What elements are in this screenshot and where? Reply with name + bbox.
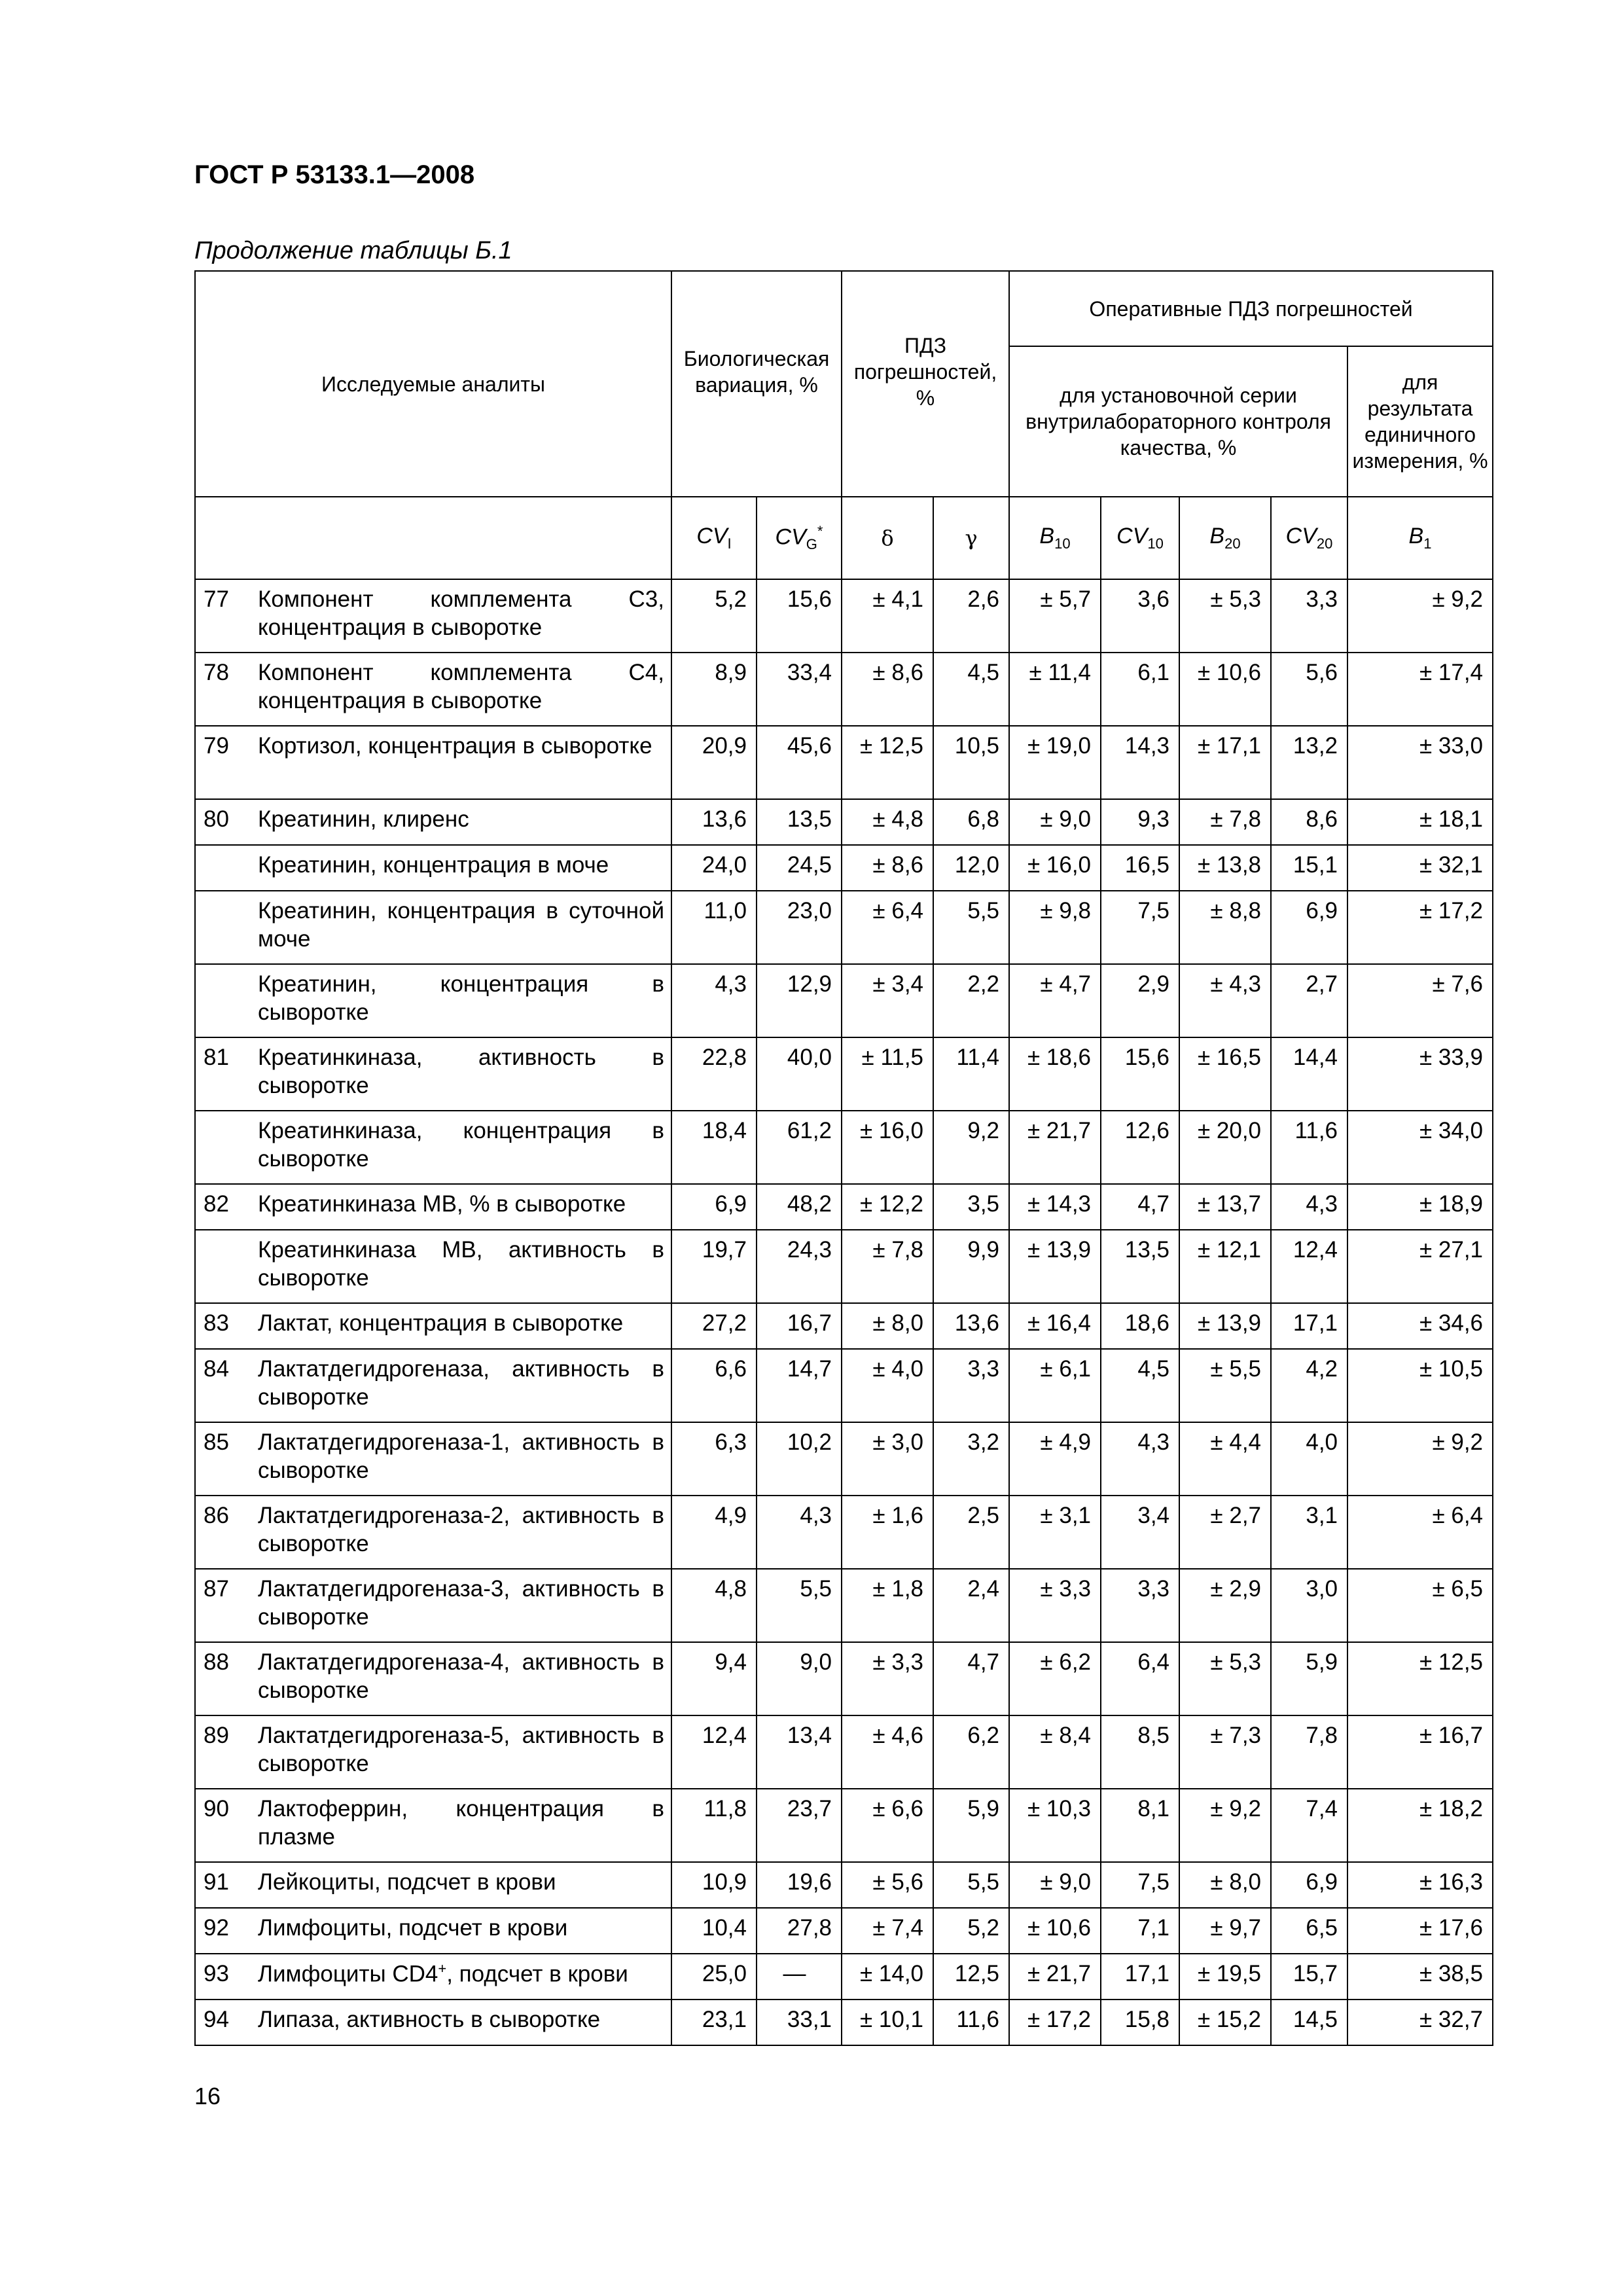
value-cell: 16,5 <box>1101 845 1179 891</box>
symbol-cv10: $CV_{10}$ <box>1101 497 1179 579</box>
value-cell: 4,7 <box>933 1642 1009 1715</box>
value-cell: ± 16,4 <box>1009 1303 1101 1349</box>
value-cell: 3,0 <box>1271 1569 1347 1642</box>
value-cell: 11,6 <box>933 2000 1009 2045</box>
table-row <box>195 845 1493 891</box>
value-cell: ± 13,9 <box>1009 1230 1101 1303</box>
value-cell: 2,2 <box>933 964 1009 1037</box>
value-cell: ± 12,1 <box>1179 1230 1271 1303</box>
value-cell: 2,9 <box>1101 964 1179 1037</box>
table-row <box>195 1569 1493 1642</box>
value-cell: 5,9 <box>933 1789 1009 1862</box>
value-cell: ± 19,5 <box>1179 1954 1271 2000</box>
value-cell: ± 3,0 <box>842 1422 933 1496</box>
analyte-name: Креатинкиназа МВ, активность в сыворотке <box>254 1230 671 1303</box>
value-cell: 4,2 <box>1271 1349 1347 1422</box>
row-number <box>195 891 254 964</box>
value-cell: 3,4 <box>1101 1496 1179 1569</box>
value-cell: 22,8 <box>671 1037 757 1111</box>
value-cell: ± 4,0 <box>842 1349 933 1422</box>
table-row <box>195 1037 1493 1111</box>
row-number: 78 <box>195 653 254 726</box>
analyte-name: Лактатдегидрогеназа-2, активность в сыворотке <box>254 1496 671 1569</box>
value-cell: ± 3,3 <box>1009 1569 1101 1642</box>
value-cell: 2,6 <box>933 579 1009 653</box>
value-cell: 10,9 <box>671 1862 757 1908</box>
header-pdz: ПДЗ погрешностей, % <box>842 271 1009 497</box>
value-cell: 4,3 <box>1271 1184 1347 1230</box>
table-row <box>195 1908 1493 1954</box>
value-cell: 5,9 <box>1271 1642 1347 1715</box>
value-cell: 9,4 <box>671 1642 757 1715</box>
value-cell: ± 6,1 <box>1009 1349 1101 1422</box>
header-analytes: Исследуемые аналиты <box>195 271 671 497</box>
symbol-gamma: γ <box>933 497 1009 579</box>
value-cell: 45,6 <box>757 726 842 799</box>
row-number: 81 <box>195 1037 254 1111</box>
document-header: ГОСТ Р 53133.1—2008 <box>194 160 475 189</box>
row-number: 79 <box>195 726 254 799</box>
row-number: 90 <box>195 1789 254 1862</box>
value-cell: 6,2 <box>933 1715 1009 1789</box>
value-cell: 25,0 <box>671 1954 757 2000</box>
analyte-name: Креатинин, концентрация в суточной моче <box>254 891 671 964</box>
value-cell: 4,9 <box>671 1496 757 1569</box>
analyte-name: Креатинин, концентрация в моче <box>254 845 671 891</box>
value-cell: 24,5 <box>757 845 842 891</box>
value-cell: 6,9 <box>671 1184 757 1230</box>
value-cell: ± 16,7 <box>1347 1715 1493 1789</box>
value-cell: 11,6 <box>1271 1111 1347 1184</box>
value-cell: 15,6 <box>757 579 842 653</box>
value-cell: 17,1 <box>1271 1303 1347 1349</box>
value-cell: ± 9,0 <box>1009 1862 1101 1908</box>
value-cell: 9,2 <box>933 1111 1009 1184</box>
value-cell: 6,8 <box>933 799 1009 845</box>
value-cell: 4,3 <box>757 1496 842 1569</box>
value-cell: 7,1 <box>1101 1908 1179 1954</box>
value-cell: 14,5 <box>1271 2000 1347 2045</box>
value-cell: ± 8,8 <box>1179 891 1271 964</box>
value-cell: 5,5 <box>933 891 1009 964</box>
value-cell: ± 16,0 <box>842 1111 933 1184</box>
value-cell: ± 5,3 <box>1179 1642 1271 1715</box>
table-row <box>195 1954 1493 2000</box>
symbol-cv20: $CV_{20}$ <box>1271 497 1347 579</box>
analyte-name: Лактатдегидрогеназа-4, активность в сыворотке <box>254 1642 671 1715</box>
value-cell: 4,3 <box>1101 1422 1179 1496</box>
value-cell: 9,3 <box>1101 799 1179 845</box>
analyte-name: Кортизол, концентрация в сыворотке <box>254 726 671 799</box>
value-cell: ± 9,2 <box>1347 1422 1493 1496</box>
analyte-name: Лактоферрин, концентрация в плазме <box>254 1789 671 1862</box>
value-cell: ± 14,0 <box>842 1954 933 2000</box>
value-cell: 8,6 <box>1271 799 1347 845</box>
value-cell: 3,3 <box>1101 1569 1179 1642</box>
table-row <box>195 1789 1493 1862</box>
value-cell: ± 17,6 <box>1347 1908 1493 1954</box>
analyte-name: Креатинин, клиренс <box>254 799 671 845</box>
table-row <box>195 1111 1493 1184</box>
value-cell: 15,6 <box>1101 1037 1179 1111</box>
value-cell: 24,0 <box>671 845 757 891</box>
symbol-b20: $B_{20}$ <box>1179 497 1271 579</box>
value-cell: ± 2,7 <box>1179 1496 1271 1569</box>
value-cell: ± 8,6 <box>842 845 933 891</box>
table-row <box>195 1496 1493 1569</box>
table-row <box>195 1230 1493 1303</box>
value-cell: 27,8 <box>757 1908 842 1954</box>
value-cell: ± 11,4 <box>1009 653 1101 726</box>
analyte-name: Лактатдегидрогеназа-3, активность в сыворотке <box>254 1569 671 1642</box>
value-cell: 13,2 <box>1271 726 1347 799</box>
value-cell: ± 8,0 <box>1179 1862 1271 1908</box>
value-cell: 33,1 <box>757 2000 842 2045</box>
value-cell: ± 33,0 <box>1347 726 1493 799</box>
value-cell: ± 33,9 <box>1347 1037 1493 1111</box>
analyte-name: Креатинкиназа, активность в сыворотке <box>254 1037 671 1111</box>
value-cell: ± 20,0 <box>1179 1111 1271 1184</box>
value-cell: 15,1 <box>1271 845 1347 891</box>
value-cell: 3,1 <box>1271 1496 1347 1569</box>
value-cell: ± 32,7 <box>1347 2000 1493 2045</box>
row-number <box>195 1111 254 1184</box>
row-number: 84 <box>195 1349 254 1422</box>
symbol-cvi: $CV_I$ <box>671 497 757 579</box>
value-cell: ± 34,6 <box>1347 1303 1493 1349</box>
value-cell: ± 16,5 <box>1179 1037 1271 1111</box>
value-cell: 9,9 <box>933 1230 1009 1303</box>
value-cell: 8,9 <box>671 653 757 726</box>
value-cell: 61,2 <box>757 1111 842 1184</box>
table-row <box>195 1422 1493 1496</box>
value-cell: 3,5 <box>933 1184 1009 1230</box>
table-row <box>195 1642 1493 1715</box>
value-cell: ± 5,5 <box>1179 1349 1271 1422</box>
value-cell: 12,4 <box>1271 1230 1347 1303</box>
row-number: 82 <box>195 1184 254 1230</box>
value-cell: ± 18,6 <box>1009 1037 1101 1111</box>
value-cell: 6,9 <box>1271 891 1347 964</box>
table-row <box>195 1715 1493 1789</box>
value-cell: ± 9,8 <box>1009 891 1101 964</box>
value-cell: 5,5 <box>933 1862 1009 1908</box>
header-setup-series: для установочной серии внутрилабораторного контроля качества, % <box>1009 346 1347 497</box>
value-cell: 11,4 <box>933 1037 1009 1111</box>
value-cell: ± 5,7 <box>1009 579 1101 653</box>
value-cell: ± 21,7 <box>1009 1954 1101 2000</box>
analyte-name: Лимфоциты CD4+, подсчет в крови <box>254 1954 671 2000</box>
value-cell: 12,5 <box>933 1954 1009 2000</box>
value-cell: ± 16,3 <box>1347 1862 1493 1908</box>
value-cell: ± 4,8 <box>842 799 933 845</box>
row-number: 85 <box>195 1422 254 1496</box>
table-row <box>195 799 1493 845</box>
value-cell: 4,8 <box>671 1569 757 1642</box>
row-number <box>195 845 254 891</box>
value-cell: 5,6 <box>1271 653 1347 726</box>
table-row <box>195 579 1493 653</box>
value-cell: 13,5 <box>757 799 842 845</box>
table-row <box>195 1303 1493 1349</box>
value-cell: ± 12,5 <box>842 726 933 799</box>
value-cell: ± 17,1 <box>1179 726 1271 799</box>
value-cell: ± 18,2 <box>1347 1789 1493 1862</box>
value-cell: ± 12,5 <box>1347 1642 1493 1715</box>
value-cell: 10,4 <box>671 1908 757 1954</box>
value-cell: ± 15,2 <box>1179 2000 1271 2045</box>
value-cell: 10,5 <box>933 726 1009 799</box>
value-cell: 14,7 <box>757 1349 842 1422</box>
value-cell: ± 18,9 <box>1347 1184 1493 1230</box>
value-cell: 17,1 <box>1101 1954 1179 2000</box>
value-cell: ± 14,3 <box>1009 1184 1101 1230</box>
value-cell: 23,1 <box>671 2000 757 2045</box>
analyte-name: Компонент комплемента С4, концентрация в сыворотке <box>254 653 671 726</box>
value-cell: ± 7,3 <box>1179 1715 1271 1789</box>
header-single-result: для результата единичного измерения, % <box>1347 346 1493 497</box>
analyte-name: Креатинкиназа МВ, % в сыворотке <box>254 1184 671 1230</box>
value-cell: 20,9 <box>671 726 757 799</box>
row-number: 83 <box>195 1303 254 1349</box>
value-cell: 11,0 <box>671 891 757 964</box>
value-cell: ± 17,2 <box>1347 891 1493 964</box>
value-cell: ± 9,2 <box>1347 579 1493 653</box>
value-cell: 48,2 <box>757 1184 842 1230</box>
table-row <box>195 726 1493 799</box>
row-number: 94 <box>195 2000 254 2045</box>
value-cell: 5,2 <box>671 579 757 653</box>
row-number: 88 <box>195 1642 254 1715</box>
value-cell: 2,4 <box>933 1569 1009 1642</box>
value-cell: ± 7,4 <box>842 1908 933 1954</box>
symbol-cvg: $CV_G^*$ <box>757 497 842 579</box>
table-row <box>195 2000 1493 2045</box>
value-cell: 3,6 <box>1101 579 1179 653</box>
table-row <box>195 891 1493 964</box>
value-cell: ± 6,6 <box>842 1789 933 1862</box>
value-cell: 18,4 <box>671 1111 757 1184</box>
value-cell: 23,7 <box>757 1789 842 1862</box>
value-cell: ± 13,9 <box>1179 1303 1271 1349</box>
analyte-name: Лактат, концентрация в сыворотке <box>254 1303 671 1349</box>
row-number: 91 <box>195 1862 254 1908</box>
value-cell: ± 4,3 <box>1179 964 1271 1037</box>
header-analytes-empty <box>195 497 671 579</box>
value-cell: 5,2 <box>933 1908 1009 1954</box>
value-cell: 13,6 <box>671 799 757 845</box>
value-cell: ± 5,3 <box>1179 579 1271 653</box>
value-cell: ± 10,6 <box>1009 1908 1101 1954</box>
value-cell: 4,5 <box>1101 1349 1179 1422</box>
value-cell: 12,9 <box>757 964 842 1037</box>
value-cell: ± 6,4 <box>842 891 933 964</box>
value-cell: ± 3,3 <box>842 1642 933 1715</box>
value-cell: 4,0 <box>1271 1422 1347 1496</box>
row-number: 89 <box>195 1715 254 1789</box>
value-cell: ± 16,0 <box>1009 845 1101 891</box>
value-cell: 7,8 <box>1271 1715 1347 1789</box>
value-cell: 2,5 <box>933 1496 1009 1569</box>
value-cell: 5,5 <box>757 1569 842 1642</box>
value-cell: 4,3 <box>671 964 757 1037</box>
value-cell: ± 18,1 <box>1347 799 1493 845</box>
value-cell: 8,1 <box>1101 1789 1179 1862</box>
symbol-delta: δ <box>842 497 933 579</box>
row-number: 87 <box>195 1569 254 1642</box>
value-cell: ± 9,2 <box>1179 1789 1271 1862</box>
value-cell: 40,0 <box>757 1037 842 1111</box>
value-cell: 11,8 <box>671 1789 757 1862</box>
analyte-name: Лактатдегидрогеназа-5, активность в сыворотке <box>254 1715 671 1789</box>
value-cell: ± 13,7 <box>1179 1184 1271 1230</box>
value-cell: 15,7 <box>1271 1954 1347 2000</box>
table-row <box>195 653 1493 726</box>
row-number: 77 <box>195 579 254 653</box>
table-row <box>195 964 1493 1037</box>
value-cell: 4,5 <box>933 653 1009 726</box>
value-cell: ± 6,4 <box>1347 1496 1493 1569</box>
header-bio-variation: Биологическая вариация, % <box>671 271 842 497</box>
row-number <box>195 1230 254 1303</box>
value-cell: ± 2,9 <box>1179 1569 1271 1642</box>
value-cell: ± 11,5 <box>842 1037 933 1111</box>
value-cell: ± 17,2 <box>1009 2000 1101 2045</box>
value-cell: 4,7 <box>1101 1184 1179 1230</box>
value-cell: ± 12,2 <box>842 1184 933 1230</box>
value-cell: ± 8,0 <box>842 1303 933 1349</box>
symbol-b1: $B_1$ <box>1347 497 1493 579</box>
value-cell: ± 1,6 <box>842 1496 933 1569</box>
value-cell: ± 8,4 <box>1009 1715 1101 1789</box>
value-cell: 6,4 <box>1101 1642 1179 1715</box>
analyte-name: Лейкоциты, подсчет в крови <box>254 1862 671 1908</box>
value-cell: 12,6 <box>1101 1111 1179 1184</box>
value-cell: 7,5 <box>1101 891 1179 964</box>
value-cell: ± 4,1 <box>842 579 933 653</box>
table-row <box>195 1862 1493 1908</box>
value-cell: ± 10,3 <box>1009 1789 1101 1862</box>
value-cell: ± 3,1 <box>1009 1496 1101 1569</box>
value-cell: ± 4,9 <box>1009 1422 1101 1496</box>
value-cell: ± 7,8 <box>1179 799 1271 845</box>
value-cell: 19,7 <box>671 1230 757 1303</box>
value-cell: ± 32,1 <box>1347 845 1493 891</box>
value-cell: ± 10,6 <box>1179 653 1271 726</box>
value-cell: ± 17,4 <box>1347 653 1493 726</box>
header-operative: Оперативные ПДЗ погрешностей <box>1009 271 1493 346</box>
row-number: 93 <box>195 1954 254 2000</box>
value-cell: 9,0 <box>757 1642 842 1715</box>
value-cell: 14,4 <box>1271 1037 1347 1111</box>
value-cell: 6,3 <box>671 1422 757 1496</box>
value-cell: ± 4,7 <box>1009 964 1101 1037</box>
row-number: 92 <box>195 1908 254 1954</box>
value-cell: 12,4 <box>671 1715 757 1789</box>
value-cell: 6,5 <box>1271 1908 1347 1954</box>
row-number <box>195 964 254 1037</box>
page-number: 16 <box>194 2083 221 2109</box>
analyte-name: Компонент комплемента С3, концентрация в сыворотке <box>254 579 671 653</box>
value-cell: ± 38,5 <box>1347 1954 1493 2000</box>
value-cell: 7,4 <box>1271 1789 1347 1862</box>
value-cell: 13,5 <box>1101 1230 1179 1303</box>
data-table <box>194 270 1493 2046</box>
analyte-name: Липаза, активность в сыворотке <box>254 2000 671 2045</box>
analyte-name: Лактатдегидрогеназа-1, активность в сыворотке <box>254 1422 671 1496</box>
value-cell: 3,3 <box>1271 579 1347 653</box>
value-cell: ± 19,0 <box>1009 726 1101 799</box>
row-number: 80 <box>195 799 254 845</box>
value-cell: ± 7,6 <box>1347 964 1493 1037</box>
value-cell: 13,6 <box>933 1303 1009 1349</box>
analyte-name: Креатинкиназа, концентрация в сыворотке <box>254 1111 671 1184</box>
value-cell: ± 4,6 <box>842 1715 933 1789</box>
row-number: 86 <box>195 1496 254 1569</box>
value-cell: ± 5,6 <box>842 1862 933 1908</box>
value-cell: ± 9,7 <box>1179 1908 1271 1954</box>
value-cell: ± 3,4 <box>842 964 933 1037</box>
value-cell: 14,3 <box>1101 726 1179 799</box>
analyte-name: Креатинин, концентрация в сыворотке <box>254 964 671 1037</box>
value-cell: 8,5 <box>1101 1715 1179 1789</box>
value-cell: 13,4 <box>757 1715 842 1789</box>
value-cell: 6,1 <box>1101 653 1179 726</box>
value-cell: 2,7 <box>1271 964 1347 1037</box>
value-cell: — <box>757 1954 842 2000</box>
value-cell: ± 6,2 <box>1009 1642 1101 1715</box>
value-cell: 3,2 <box>933 1422 1009 1496</box>
value-cell: ± 7,8 <box>842 1230 933 1303</box>
value-cell: 33,4 <box>757 653 842 726</box>
value-cell: ± 10,5 <box>1347 1349 1493 1422</box>
value-cell: 24,3 <box>757 1230 842 1303</box>
analyte-name: Лактатдегидрогеназа, активность в сыворотке <box>254 1349 671 1422</box>
value-cell: ± 21,7 <box>1009 1111 1101 1184</box>
value-cell: 27,2 <box>671 1303 757 1349</box>
value-cell: 10,2 <box>757 1422 842 1496</box>
value-cell: ± 8,6 <box>842 653 933 726</box>
symbol-b10: $B_{10}$ <box>1009 497 1101 579</box>
value-cell: 16,7 <box>757 1303 842 1349</box>
value-cell: 15,8 <box>1101 2000 1179 2045</box>
value-cell: ± 9,0 <box>1009 799 1101 845</box>
table-row <box>195 1184 1493 1230</box>
table-row <box>195 1349 1493 1422</box>
value-cell: 6,9 <box>1271 1862 1347 1908</box>
value-cell: ± 10,1 <box>842 2000 933 2045</box>
value-cell: ± 6,5 <box>1347 1569 1493 1642</box>
value-cell: 7,5 <box>1101 1862 1179 1908</box>
value-cell: 12,0 <box>933 845 1009 891</box>
table-caption: Продолжение таблицы Б.1 <box>194 237 512 264</box>
value-cell: 3,3 <box>933 1349 1009 1422</box>
value-cell: ± 4,4 <box>1179 1422 1271 1496</box>
value-cell: ± 27,1 <box>1347 1230 1493 1303</box>
value-cell: ± 13,8 <box>1179 845 1271 891</box>
value-cell: 23,0 <box>757 891 842 964</box>
value-cell: 19,6 <box>757 1862 842 1908</box>
value-cell: 18,6 <box>1101 1303 1179 1349</box>
value-cell: ± 34,0 <box>1347 1111 1493 1184</box>
value-cell: ± 1,8 <box>842 1569 933 1642</box>
analyte-name: Лимфоциты, подсчет в крови <box>254 1908 671 1954</box>
value-cell: 6,6 <box>671 1349 757 1422</box>
table-body <box>195 579 1493 2045</box>
